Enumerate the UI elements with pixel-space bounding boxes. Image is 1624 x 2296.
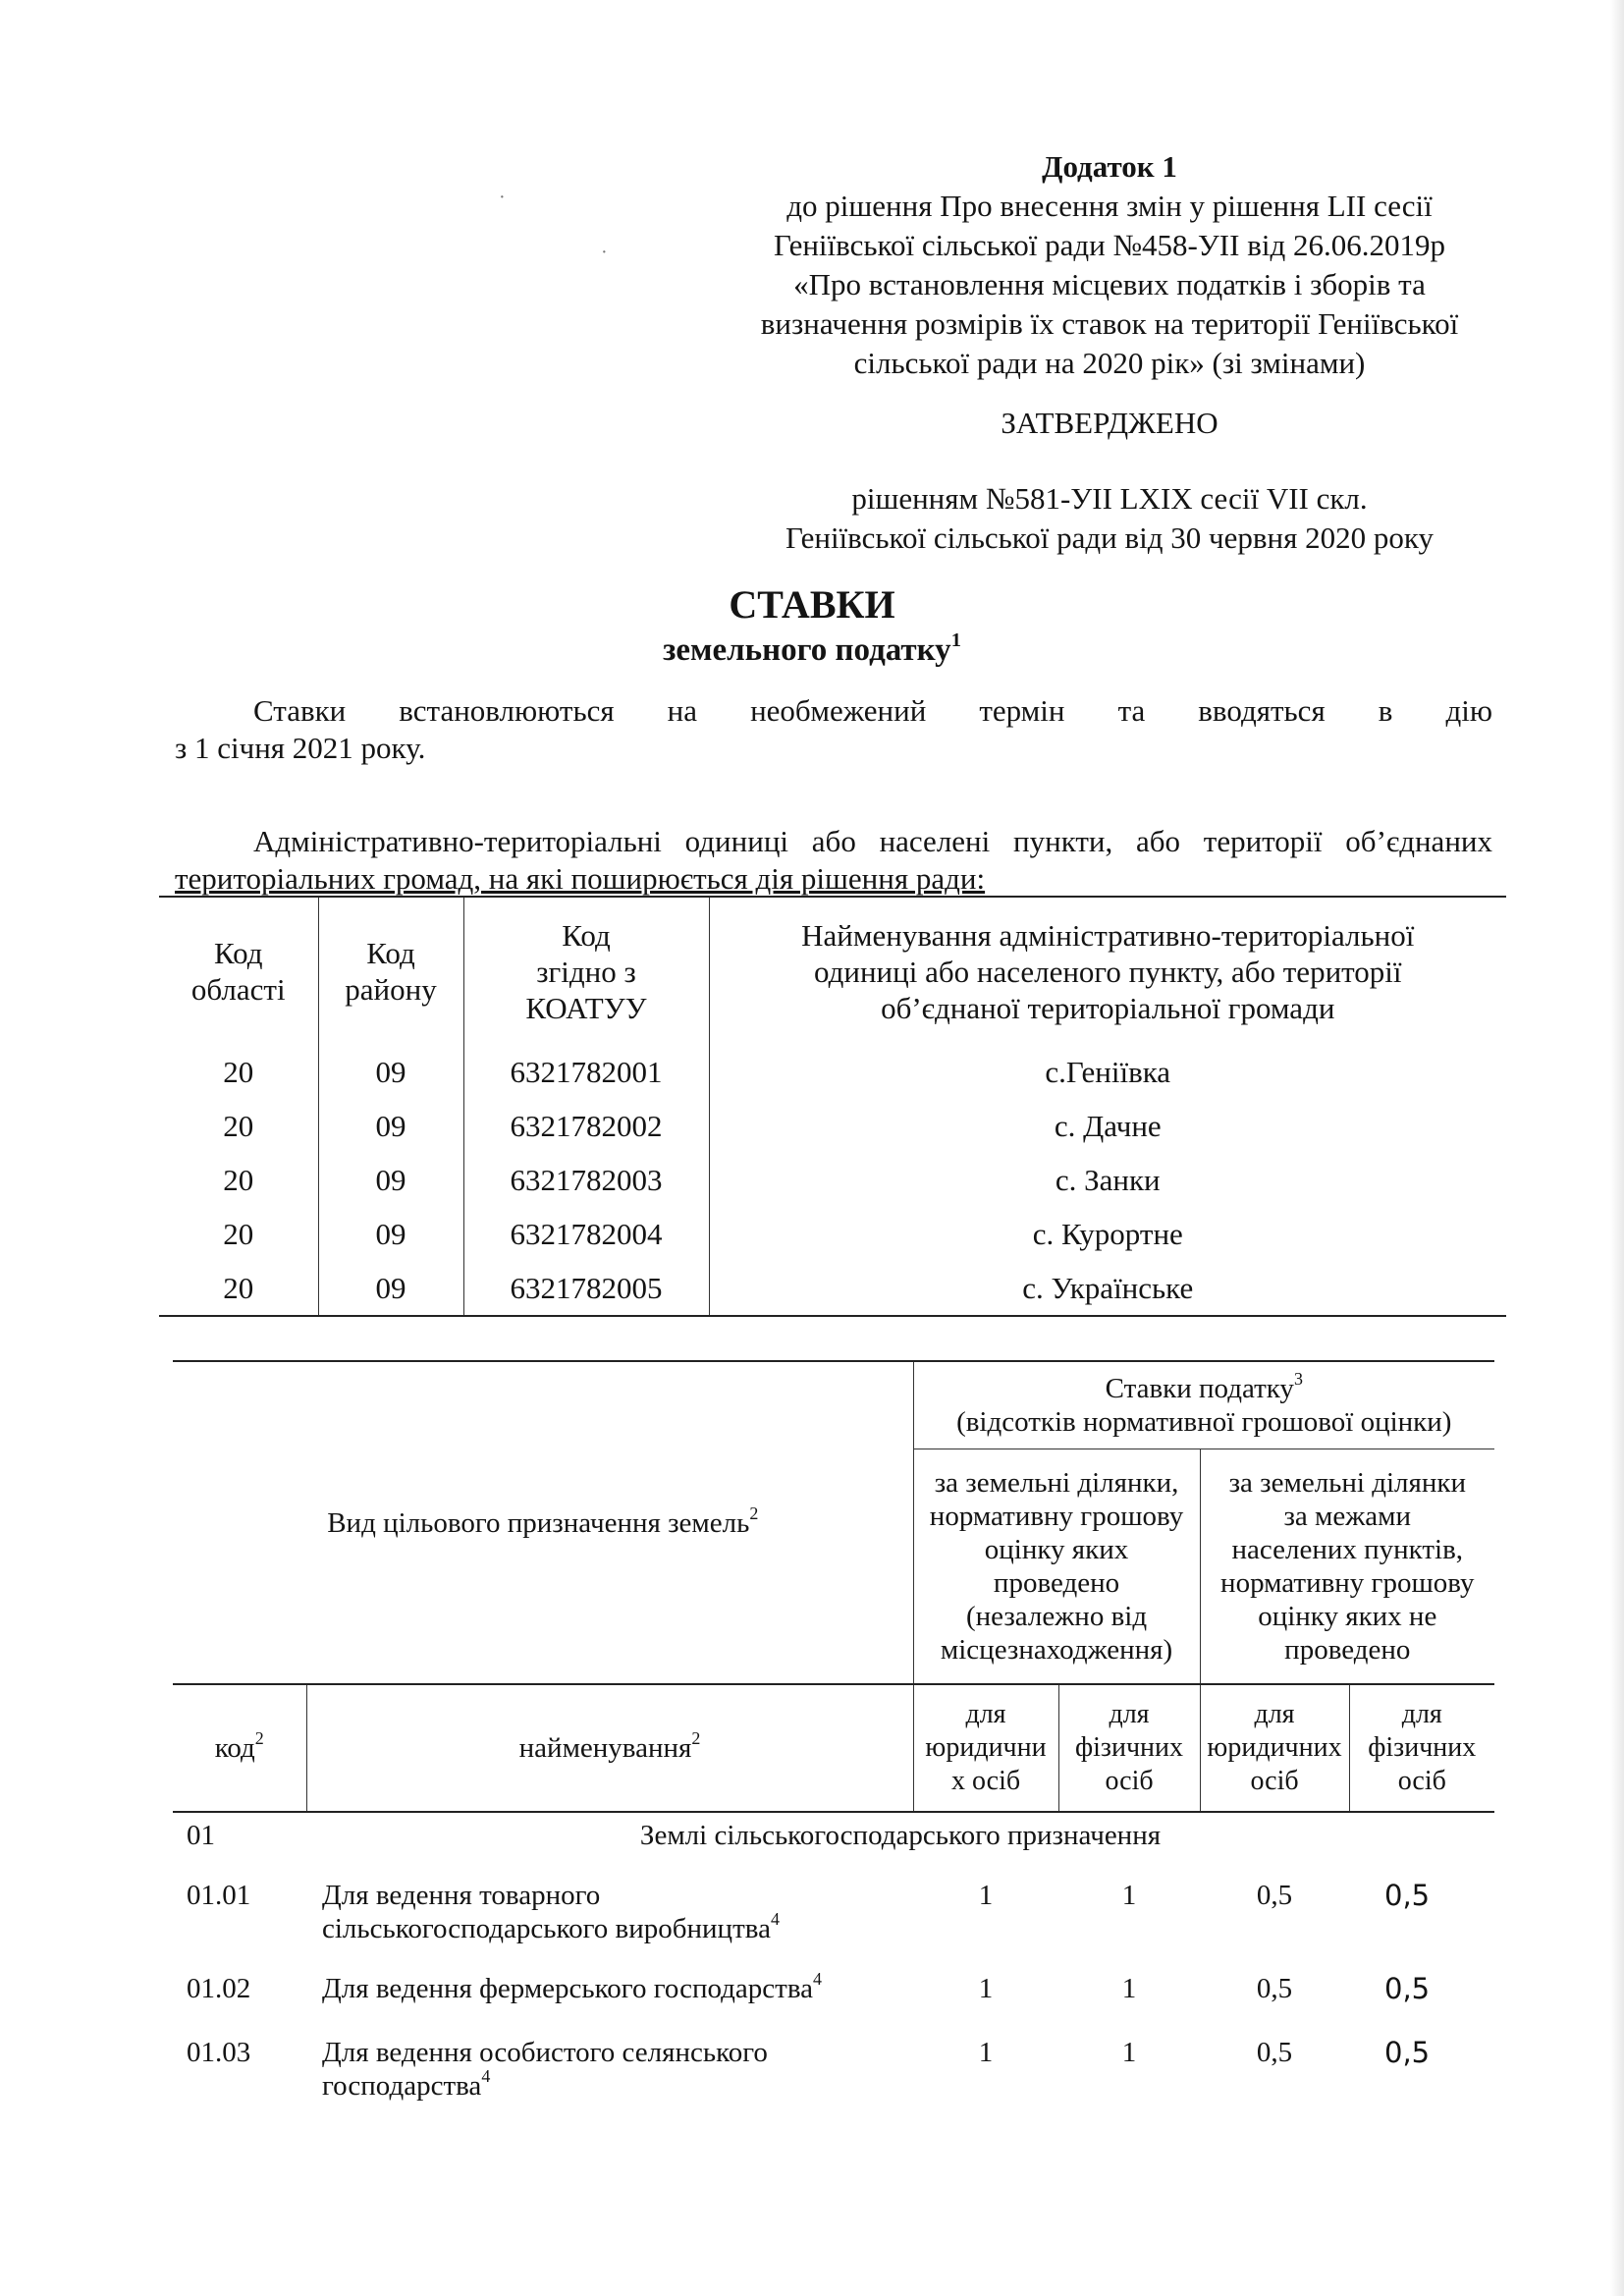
- intro-word: термін: [979, 693, 1065, 728]
- appendix-line: сільської ради на 2020 рік» (зі змінами): [853, 346, 1366, 380]
- oblast-code-cell: 20: [159, 1099, 318, 1153]
- individuals-header: для фізичних осіб: [1058, 1684, 1200, 1812]
- tax-rates-table: [173, 1360, 1494, 2123]
- rate-legal-assessed: 1: [978, 1973, 994, 2004]
- table-row: [173, 1966, 1494, 2030]
- appendix-line: Геніївської сільської ради №458-УІІ від 26.06.2019р: [774, 228, 1445, 262]
- section-code: 01: [187, 1820, 215, 1851]
- approved-label: ЗАТВЕРДЖЕНО: [1001, 406, 1218, 440]
- legal-entities-header: для юридични х осіб: [913, 1684, 1058, 1812]
- appendix-header: [687, 147, 1532, 383]
- oblast-code-cell: 20: [159, 1153, 318, 1207]
- legal-entities-header: для юридичних осіб: [1200, 1684, 1349, 1812]
- land-code-cell: 01.03: [187, 2037, 251, 2068]
- rate-legal-not-assessed: 0,5: [1256, 2037, 1293, 2068]
- district-code-cell: 09: [318, 1261, 463, 1316]
- intro-word: на: [667, 693, 698, 728]
- scan-speck: ·: [601, 242, 608, 263]
- territory-paragraph: [175, 823, 1492, 898]
- unit-name-cell: с. Курортне: [709, 1207, 1506, 1261]
- table-row: [159, 1099, 1506, 1153]
- oblast-code-cell: 20: [159, 1261, 318, 1316]
- unit-name-cell: с. Занки: [709, 1153, 1506, 1207]
- oblast-code-cell: 20: [159, 1045, 318, 1099]
- rate-individual-not-assessed: 0,5: [1384, 2036, 1431, 2069]
- decision-line: Геніївської сільської ради від 30 червня 2020 року: [785, 520, 1434, 555]
- code-header: код$^2$: [173, 1684, 306, 1812]
- subtitle-text: земельного податку: [663, 632, 951, 668]
- territory-text: Адміністративно-територіальні одиниці або населені пункти, або території об’єднаних: [253, 824, 1492, 858]
- district-code-cell: 09: [318, 1099, 463, 1153]
- land-type-header: Вид цільового призначення земель$^2$: [173, 1361, 913, 1684]
- land-code-cell: 01.01: [187, 1880, 251, 1911]
- rates-column-header-row: [173, 1684, 1494, 1812]
- koatuu-code-cell: 6321782001: [463, 1045, 709, 1099]
- scan-edge-shadow: [1610, 0, 1624, 2296]
- table-row: [159, 1045, 1506, 1099]
- territory-text-underlined: територіальних громад, на які поширюється дія рішення ради:: [175, 861, 986, 896]
- land-code-cell: 01.02: [187, 1973, 251, 2004]
- scan-speck: ·: [499, 187, 506, 208]
- document-title: СТАВКИ: [729, 582, 895, 627]
- assessed-land-header: за земельні ділянки, нормативну грошову оцінку яких проведено (незалежно від місцезнаходження): [913, 1449, 1200, 1685]
- header-koatuu-code: Код згідно з КОАТУУ: [463, 897, 709, 1045]
- koatuu-code-cell: 6321782004: [463, 1207, 709, 1261]
- table-row: [173, 1873, 1494, 1966]
- appendix-line: «Про встановлення місцевих податків і зборів та: [793, 267, 1426, 301]
- decision-reference: [687, 479, 1532, 558]
- land-name-cell: Для ведення особистого селянського господарства$^4$: [322, 2037, 768, 2102]
- koatuu-code-cell: 6321782003: [463, 1153, 709, 1207]
- rate-individual-not-assessed: 0,5: [1384, 1879, 1431, 1912]
- appendix-line: до рішення Про внесення змін у рішення LII сесії: [786, 189, 1433, 223]
- rate-legal-not-assessed: 0,5: [1256, 1880, 1293, 1911]
- district-code-cell: 09: [318, 1207, 463, 1261]
- rate-individual-assessed: 1: [1121, 1973, 1137, 2004]
- koatuu-code-cell: 6321782002: [463, 1099, 709, 1153]
- not-assessed-land-header: за земельні ділянки за межами населених пунктів, нормативну грошову оцінку яких не проведено: [1200, 1449, 1494, 1685]
- intro-word: встановлюються: [399, 693, 615, 728]
- intro-word: вводяться: [1198, 693, 1326, 728]
- intro-word: необмежений: [750, 693, 927, 728]
- oblast-code-cell: 20: [159, 1207, 318, 1261]
- appendix-title: Додаток 1: [1042, 149, 1177, 184]
- unit-name-cell: с. Дачне: [709, 1099, 1506, 1153]
- intro-word: та: [1117, 693, 1146, 728]
- table-row: [173, 2030, 1494, 2123]
- rate-individual-assessed: 1: [1121, 1880, 1137, 1911]
- document-subtitle: [0, 629, 1624, 669]
- section-row: [173, 1812, 1494, 1873]
- intro-word: дію: [1445, 693, 1492, 728]
- header-unit-name: Найменування адміністративно-територіальної одиниці або населеного пункту, або території об’єднаної територіальної громади: [709, 897, 1506, 1045]
- district-code-cell: 09: [318, 1153, 463, 1207]
- koatuu-code-cell: 6321782005: [463, 1261, 709, 1316]
- rate-individual-assessed: 1: [1121, 2037, 1137, 2068]
- intro-word: Ставки: [253, 693, 347, 728]
- intro-paragraph: [175, 692, 1492, 767]
- header-district-code: Код району: [318, 897, 463, 1045]
- table-row: [159, 1153, 1506, 1207]
- unit-name-cell: с. Українське: [709, 1261, 1506, 1316]
- intro-line-1: [175, 692, 1492, 730]
- intro-line-2: з 1 січня 2021 року.: [175, 731, 426, 765]
- territory-table-header: [159, 897, 1506, 1045]
- rate-legal-not-assessed: 0,5: [1256, 1973, 1293, 2004]
- tax-rates-group-header: Ставки податку$^3$ (відсотків нормативної грошової оцінки): [913, 1361, 1494, 1449]
- decision-line: рішенням №581-УІІ LXIX сесії VІІ скл.: [851, 481, 1368, 516]
- rate-individual-not-assessed: 0,5: [1384, 1972, 1431, 2005]
- land-name-cell: Для ведення фермерського господарства$^4$: [322, 1969, 822, 2004]
- rates-group-header-row: [173, 1361, 1494, 1449]
- appendix-line: визначення розмірів їх ставок на території Геніївської: [760, 306, 1459, 341]
- section-name: Землі сільськогосподарського призначення: [639, 1820, 1162, 1851]
- table-row: [159, 1261, 1506, 1316]
- header-oblast-code: Код області: [159, 897, 318, 1045]
- individuals-header: для фізичних осіб: [1349, 1684, 1494, 1812]
- district-code-cell: 09: [318, 1045, 463, 1099]
- territory-table: [159, 896, 1506, 1317]
- rate-legal-assessed: 1: [978, 2037, 994, 2068]
- land-name-cell: Для ведення товарного сільськогосподарського виробництва$^4$: [322, 1880, 780, 1944]
- name-header: найменування$^2$: [306, 1684, 913, 1812]
- footnote-mark: 1: [950, 629, 961, 651]
- table-row: [159, 1207, 1506, 1261]
- rate-legal-assessed: 1: [978, 1880, 994, 1911]
- intro-word: в: [1378, 693, 1393, 728]
- unit-name-cell: с.Геніївка: [709, 1045, 1506, 1099]
